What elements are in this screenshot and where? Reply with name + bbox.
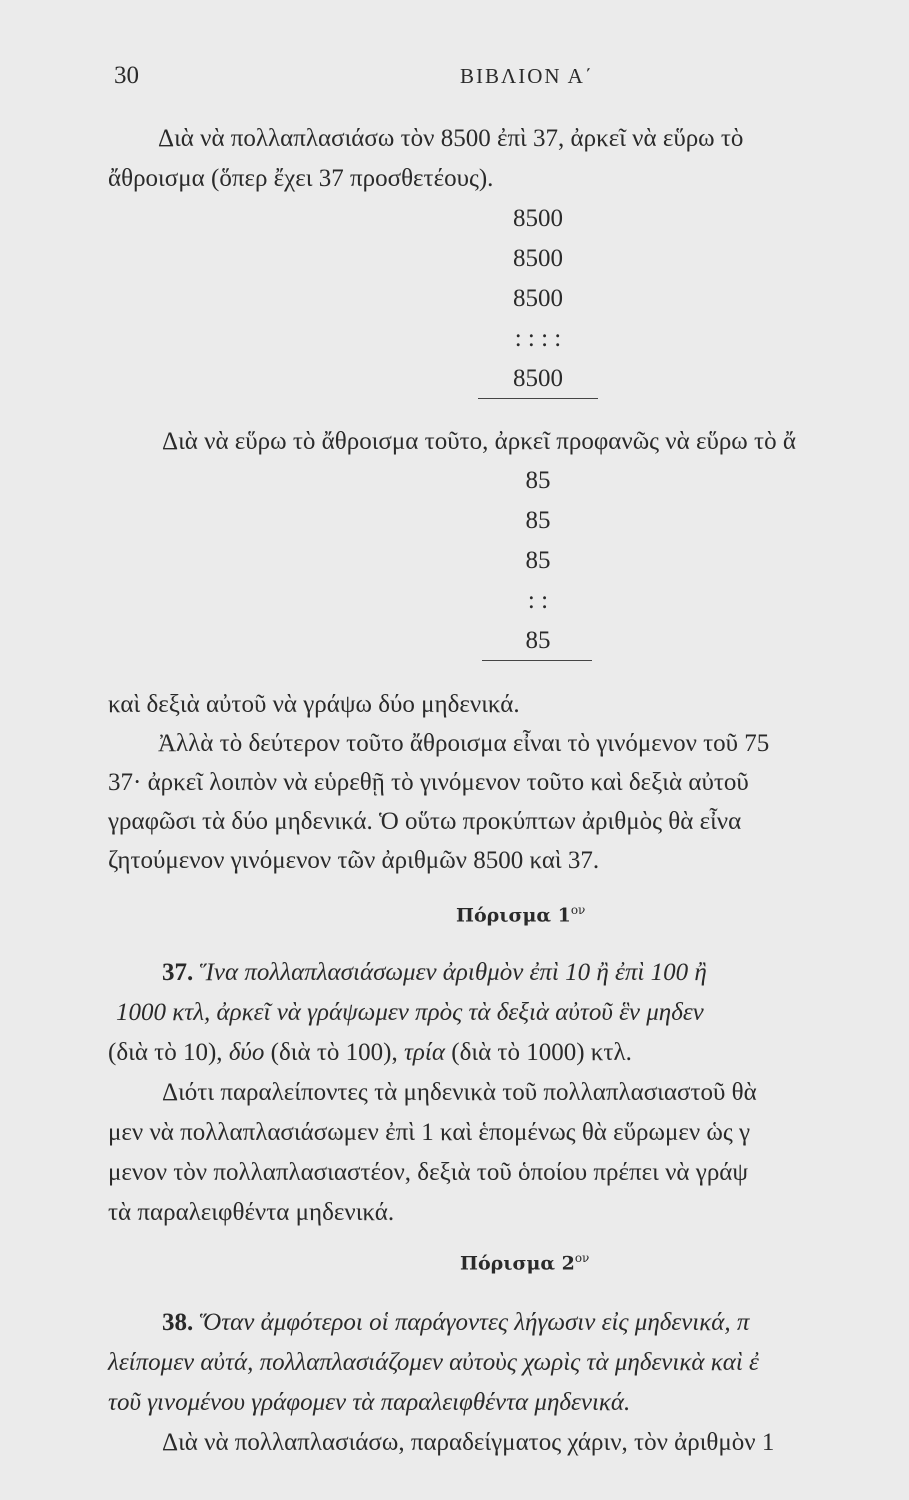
paragraph-3-line-3: 37· ἀρκεῖ λοιπὸν νὰ εὑρεθῇ τὸ γινόμενον τοῦτο καὶ δεξιὰ αὐτοῦ [108, 769, 749, 796]
corollary-1-line-1 [162, 958, 707, 988]
corollary-1-line-7: τὰ παραλειφθέντα μηδενικά. [108, 1199, 395, 1226]
section-number-37: 37. [162, 959, 194, 986]
sum-row-ellipsis: : : : : [514, 325, 562, 352]
corollary-2-ordinal: ον [574, 1251, 590, 1265]
paragraph-3-line-5: ζητούμενον γινόμενον τῶν ἀριθμῶν 8500 καὶ 37. [108, 847, 600, 874]
corollary-1-line-2: 1000 κτλ, ἀρκεῖ νὰ γράψωμεν πρὸς τὰ δεξιὰ αὐτοῦ ἓν μηδεν [116, 999, 704, 1026]
paragraph-1-line-1: Διὰ νὰ πολλαπλασιάσω τὸν 8500 ἐπὶ 37, ἀρκεῖ νὰ εὕρω τὸ [158, 125, 744, 152]
sum-row: 8500 [513, 285, 563, 312]
sum-row: 8500 [513, 365, 563, 392]
corollary-1-text: (διὰ τὸ 100), [264, 1039, 404, 1066]
page-number: 30 [114, 62, 139, 89]
corollary-1-title: Πόρισμα 1 [456, 904, 571, 927]
corollary-1-text: (διὰ τὸ 1000) κτλ. [445, 1039, 632, 1066]
corollary-1-line-5: μεν νὰ πολλαπλασιάσωμεν ἐπὶ 1 καὶ ἑπομένως θὰ εὕρωμεν ὡς γ [108, 1119, 751, 1146]
corollary-1-text: (διὰ τὸ 10), [108, 1039, 229, 1066]
corollary-2-statement: Ὅταν ἀμφότεροι οἱ παράγοντες λήγωσιν εἰς μηδενικά, π [199, 1309, 750, 1336]
sum-underline [482, 660, 592, 661]
corollary-1-line-6: μενον τὸν πολλαπλασιαστέον, δεξιὰ τοῦ ὁποίου πρέπει νὰ γράψ [108, 1159, 749, 1186]
sum-row: 85 [525, 467, 551, 494]
corollary-1-text-italic: δύο [228, 1039, 265, 1066]
corollary-2-heading [460, 1251, 589, 1274]
corollary-1-ordinal: ον [570, 903, 586, 917]
corollary-1-line-4: Διότι παραλείποντες τὰ μηδενικὰ τοῦ πολλαπλασιαστοῦ θὰ [162, 1079, 757, 1106]
paragraph-2-line-1: Διὰ νὰ εὕρω τὸ ἄθροισμα τοῦτο, ἀρκεῖ προφανῶς νὰ εὕρω τὸ ἄ [162, 428, 796, 455]
sum-underline [478, 398, 598, 399]
sum-row-ellipsis: : : [527, 587, 549, 614]
paragraph-3-line-4: γραφῶσι τὰ δύο μηδενικά. Ὁ οὕτω προκύπτων ἀριθμὸς θὰ εἶνα [108, 808, 742, 835]
sum-row: 85 [525, 547, 551, 574]
corollary-2-line-4: Διὰ νὰ πολλαπλασιάσω, παραδείγματος χάριν, τὸν ἀριθμὸν 1 [162, 1429, 775, 1456]
corollary-2-line-1 [162, 1308, 749, 1338]
sum-row: 8500 [513, 245, 563, 272]
section-number-38: 38. [162, 1309, 194, 1336]
corollary-1-statement: Ἵνα πολλαπλασιάσωμεν ἀριθμὸν ἐπὶ 10 ἢ ἐπὶ 100 ἢ [199, 959, 707, 986]
corollary-1-heading [456, 903, 585, 926]
corollary-2-line-3: τοῦ γινομένου γράφομεν τὰ παραλειφθέντα μηδενικά. [108, 1389, 631, 1416]
running-title: ΒΙΒΛΙΟΝ Α΄ [460, 64, 594, 88]
corollary-1-text-italic: τρία [403, 1039, 445, 1066]
paragraph-1-line-2: ἄθροισμα (ὅπερ ἔχει 37 προσθετέους). [108, 165, 494, 192]
sum-row: 85 [525, 627, 551, 654]
sum-row: 8500 [513, 205, 563, 232]
corollary-1-line-3 [108, 1038, 632, 1068]
corollary-2-title: Πόρισμα 2 [460, 1252, 575, 1275]
sum-row: 85 [525, 507, 551, 534]
corollary-2-line-2: λείπομεν αὐτά, πολλαπλασιάζομεν αὐτοὺς χωρὶς τὰ μηδενικὰ καὶ ἐ [108, 1349, 759, 1376]
paragraph-3-line-2: Ἀλλὰ τὸ δεύτερον τοῦτο ἄθροισμα εἶναι τὸ γινόμενον τοῦ 75 [158, 730, 770, 757]
paragraph-3-line-1: καὶ δεξιὰ αὐτοῦ νὰ γράψω δύο μηδενικά. [108, 691, 520, 718]
